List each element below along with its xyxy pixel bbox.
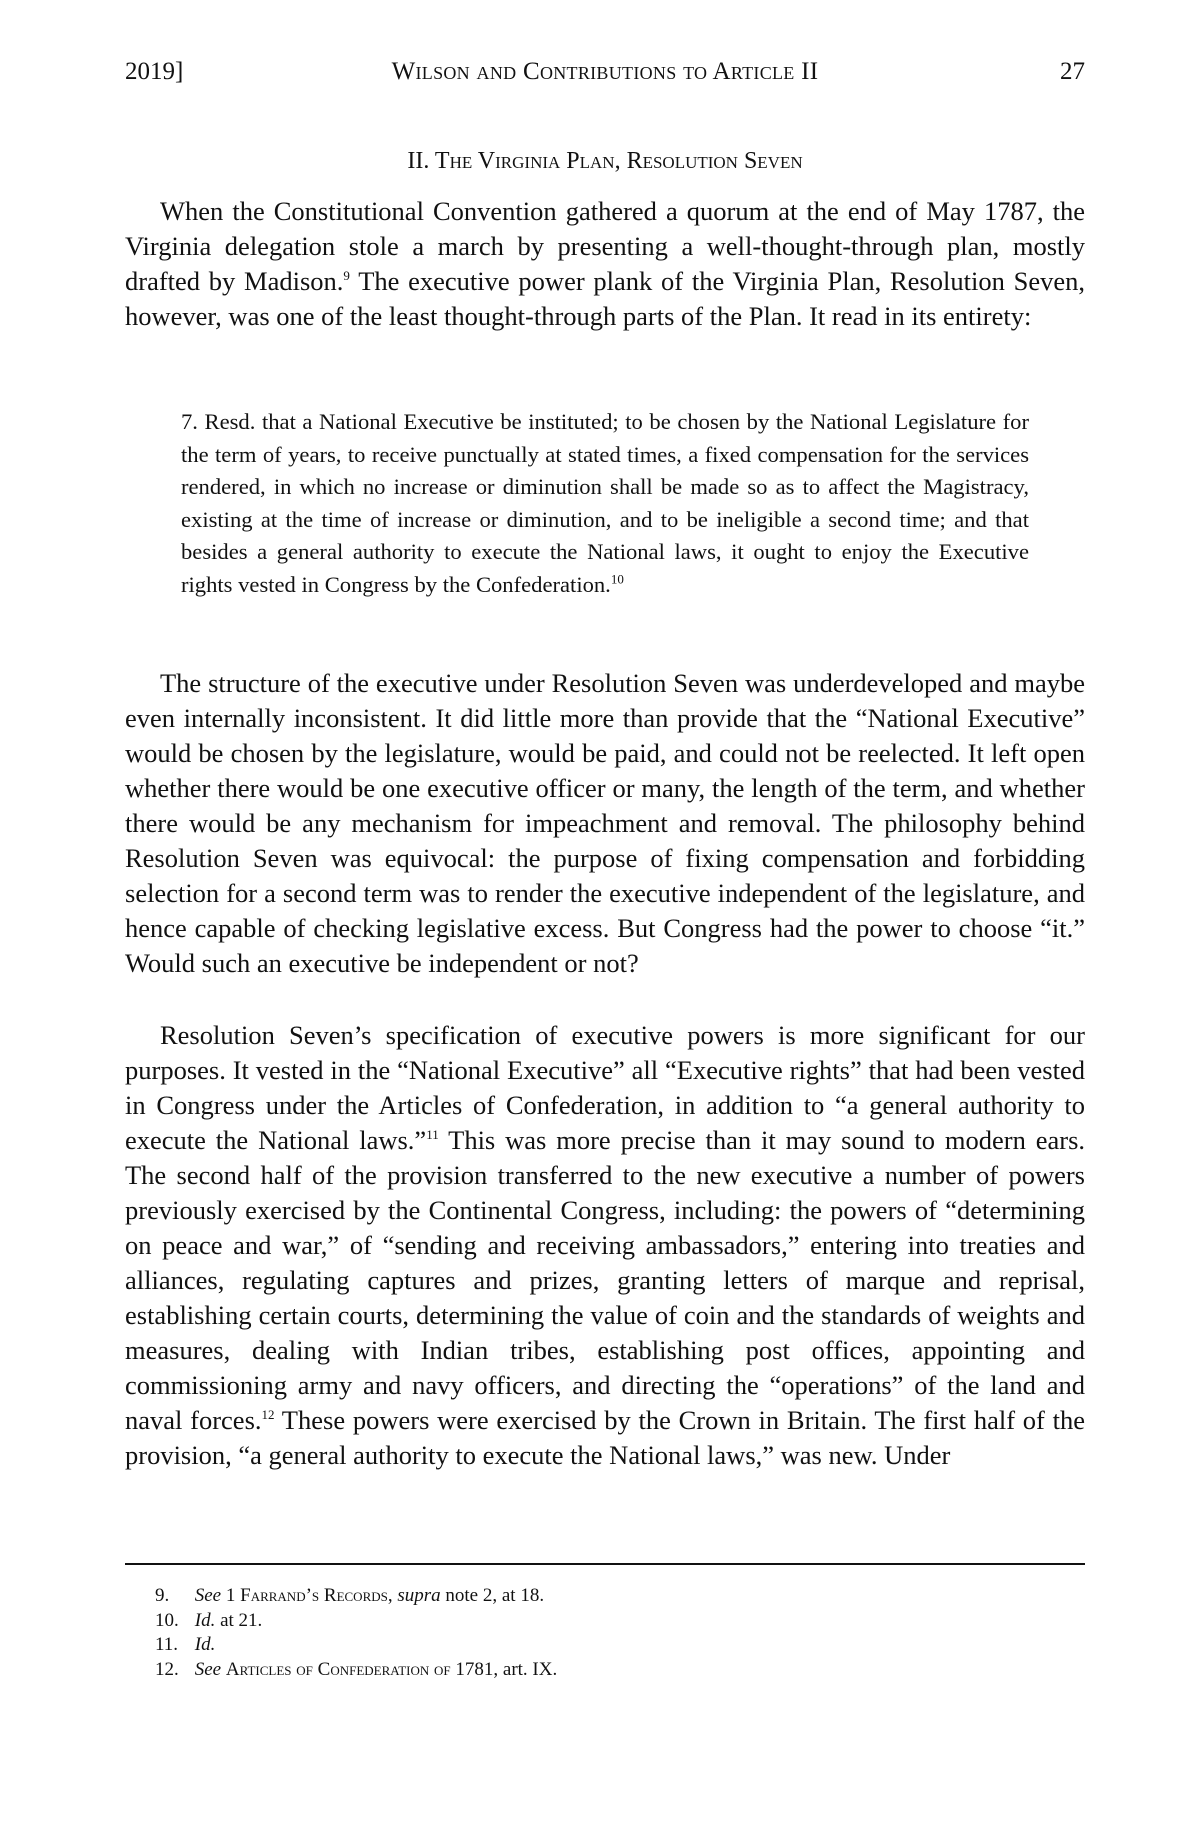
footnote-10 bbox=[155, 1609, 1055, 1634]
footnote-9 bbox=[155, 1584, 1055, 1609]
footnote-ref-12: 12 bbox=[261, 1407, 275, 1423]
footnote-id: Id. bbox=[194, 1609, 216, 1631]
paragraph-1-text-b: The executive power plank of the Virginia Plan, Resolution Seven, however, was one of the least thought-through parts of the Plan. It read in its entirety: bbox=[125, 266, 1085, 331]
footnote-rest: 1781, art. IX. bbox=[455, 1658, 558, 1680]
footnote-signal: See bbox=[194, 1658, 222, 1680]
running-head-year: 2019] bbox=[125, 58, 184, 85]
paragraph-3-text-b: This was more precise than it may sound to modern ears. The second half of the provision transferred to the new executive a number of powers previously exercised by the Continental Congress, including: the powers of “determining on peace and war,” of “sending and receiving ambassadors,” entering into treaties and alliances, regulating captures and prizes, granting letters of marque and reprisal, establishing certain courts, determining the value of coin and the standards of weights and measures, dealing with Indian tribes, establishing post offices, appointing and commissioning army and navy officers, and directing the “operations” of the land and naval forces. bbox=[125, 1125, 1086, 1435]
footnote-signal: See bbox=[194, 1585, 222, 1606]
page-number: 27 bbox=[1060, 58, 1085, 85]
paragraph-2 bbox=[125, 666, 1085, 981]
paragraph-1 bbox=[125, 194, 1085, 334]
footnote-12 bbox=[155, 1658, 1055, 1683]
footnotes bbox=[155, 1584, 1055, 1682]
footnote-number: 11. bbox=[155, 1634, 179, 1655]
paragraph-2-text: The structure of the executive under Resolution Seven was underdeveloped and maybe even internally inconsistent. It did little more than provide that the “National Executive” would be chosen by the legislature, would be paid, and could not be reelected. It left open whether there would be one executive officer or many, the length of the term, and whether there would be any mechanism for impeachment and removal. The philosophy behind Resolution Seven was equivocal: the purpose of fixing compensation and forbidding selection for a second term was to render the executive independent of the legislature, and hence capable of checking legislative excess. But Congress had the power to choose “it.” Would such an executive be independent or not? bbox=[125, 668, 1085, 978]
paragraph-3-text-c: These powers were exercised by the Crown in Britain. The first half of the provision, “a general authority to execute the National laws,” was new. Under bbox=[125, 1405, 1085, 1470]
footnote-number: 9. bbox=[155, 1585, 170, 1606]
footnote-ref-11: 11 bbox=[426, 1127, 439, 1143]
footnote-rest: at 21. bbox=[220, 1609, 263, 1631]
block-quote-text: 7. Resd. that a National Executive be instituted; to be chosen by the National Legislature for the term of years, to receive punctually at stated times, a fixed compensation for the services rendered, in which no increase or diminution shall be made so as to affect the Magistracy, existing at the time of increase or diminution, and to be ineligible a second time; and that besides a general authority to execute the National laws, it ought to enjoy the Executive rights vested in Congress by the Confederation. bbox=[181, 409, 1029, 597]
section-heading: II. The Virginia Plan, Resolution Seven bbox=[407, 148, 803, 174]
footnote-source: 1 Farrand’s Records, bbox=[225, 1585, 393, 1606]
paragraph-1-text-a: When the Constitutional Convention gathered a quorum at the end of May 1787, the Virginia delegation stole a march by presenting a well-thought-through plan, mostly drafted by Madison. bbox=[125, 196, 1085, 296]
running-head-title: Wilson and Contributions to Article II bbox=[391, 58, 819, 85]
footnote-source: Articles of Confederation of bbox=[225, 1658, 451, 1680]
running-head bbox=[125, 56, 1085, 88]
footnote-11 bbox=[155, 1633, 1055, 1658]
footnote-rest: note 2, at 18. bbox=[445, 1585, 545, 1606]
paragraph-3 bbox=[125, 1018, 1085, 1473]
footnote-divider bbox=[125, 1563, 1085, 1565]
footnote-number: 10. bbox=[155, 1609, 179, 1631]
footnote-ref-10: 10 bbox=[610, 570, 624, 586]
footnote-id: Id. bbox=[194, 1634, 216, 1655]
block-quote bbox=[181, 406, 1029, 601]
footnote-supra: supra bbox=[397, 1585, 441, 1606]
paragraph-3-text-a: Resolution Seven’s specification of executive powers is more significant for our purposes. It vested in the “National Executive” all “Executive rights” that had been vested in Congress under the Articles of Confederation, in addition to “a general authority to execute the National laws.” bbox=[125, 1020, 1085, 1155]
footnote-number: 12. bbox=[155, 1658, 179, 1680]
footnote-ref-9: 9 bbox=[343, 268, 350, 284]
